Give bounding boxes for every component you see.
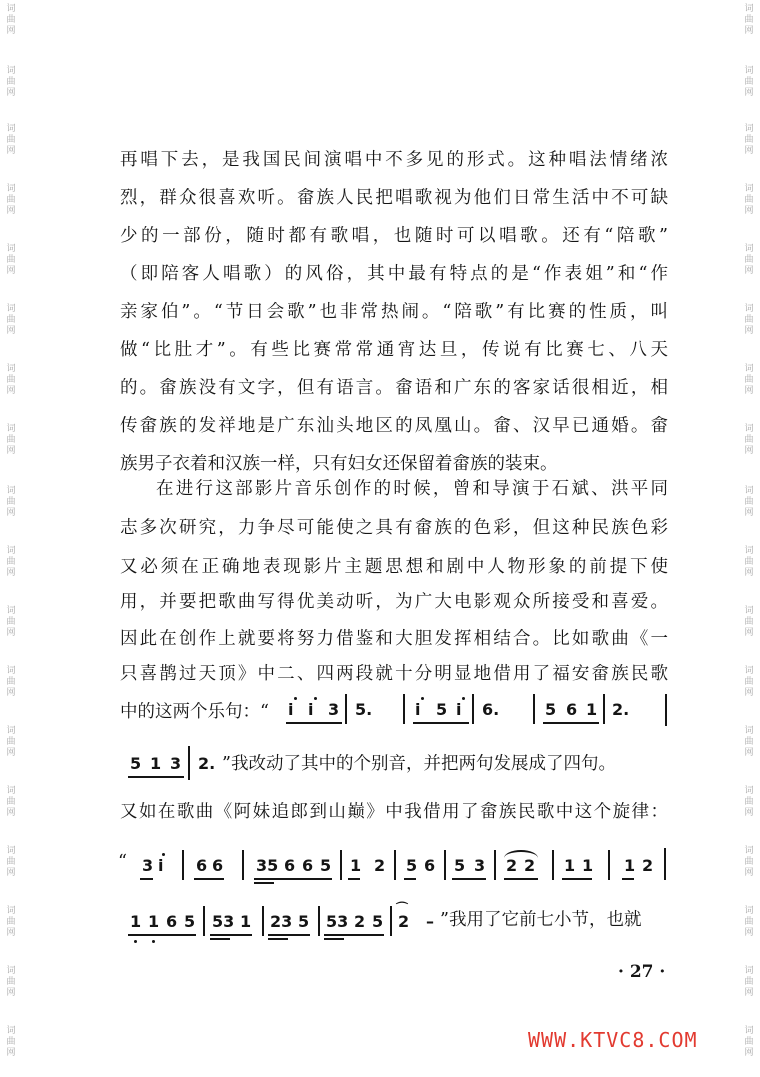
note: 6 — [566, 700, 578, 719]
text-line: 亲家伯”。“节日会歌”也非常热闹。“陪歌”有比赛的性质，叫 — [120, 302, 668, 322]
text-line: 族男子衣着和汉族一样，只有妇女还保留着畲族的装束。 — [120, 454, 558, 474]
note: 1 — [582, 856, 594, 875]
note: 5 — [545, 700, 557, 719]
octave-dot — [162, 853, 165, 856]
watermark-char: 曲 — [744, 1037, 754, 1047]
site-url: WWW.KTVC8.COM — [528, 1028, 698, 1052]
note: 53 — [326, 912, 349, 931]
underline — [254, 878, 332, 880]
note: 5 — [372, 912, 384, 931]
underline — [562, 878, 592, 880]
barline — [188, 746, 190, 780]
watermark-char: 词 — [744, 786, 754, 796]
underline — [324, 938, 344, 940]
melody-row-1 — [0, 852, 760, 908]
note: 1 — [240, 912, 252, 931]
note: 6 — [284, 856, 296, 875]
watermark-char: 曲 — [6, 677, 16, 687]
watermark-char: 网 — [6, 748, 16, 758]
watermark-char: 曲 — [6, 557, 16, 567]
watermark-char: 词 — [6, 666, 16, 676]
watermark-glyphs — [738, 666, 760, 699]
watermark-char: 词 — [744, 1026, 754, 1036]
barline — [242, 850, 244, 880]
watermark-glyphs — [0, 364, 22, 397]
note: 3 — [170, 754, 182, 773]
watermark-char: 网 — [744, 326, 754, 336]
watermark-glyphs — [0, 666, 22, 699]
note: 53 — [212, 912, 235, 931]
text-line: 少的一部份，随时都有歌唱，也随时可以唱歌。还有“陪歌” — [120, 226, 668, 246]
watermark-char: 网 — [6, 1048, 16, 1058]
underline — [254, 882, 274, 884]
note: 2 — [524, 856, 536, 875]
watermark-glyphs — [0, 66, 22, 99]
watermark-char: 曲 — [6, 77, 16, 87]
watermark-char: 网 — [744, 446, 754, 456]
watermark-char: 曲 — [744, 15, 754, 25]
notation-row-1 — [0, 700, 760, 752]
watermark-char: 曲 — [744, 737, 754, 747]
text-line: 做“比肚才”。有些比赛常常通宵达旦，传说有比赛七、八天 — [120, 340, 668, 360]
watermark-char: 曲 — [6, 315, 16, 325]
underline — [140, 878, 153, 880]
watermark-char: 词 — [6, 424, 16, 434]
watermark-glyphs — [0, 966, 22, 999]
barline — [394, 850, 396, 880]
watermark-glyphs — [738, 1026, 760, 1059]
watermark-char: 词 — [6, 304, 16, 314]
note: 1 — [148, 912, 160, 931]
watermark-char: 词 — [744, 666, 754, 676]
watermark-char: 词 — [744, 846, 754, 856]
barline — [533, 694, 535, 724]
watermark-char: 网 — [744, 628, 754, 638]
watermark-char: 曲 — [6, 857, 16, 867]
note: 5. — [355, 700, 373, 719]
watermark-char: 曲 — [6, 917, 16, 927]
page-number: · 27 · — [618, 962, 666, 982]
watermark-char: 网 — [6, 688, 16, 698]
watermark-char: 网 — [744, 146, 754, 156]
watermark-char: 曲 — [744, 557, 754, 567]
watermark-char: 网 — [744, 988, 754, 998]
watermark-char: 词 — [6, 846, 16, 856]
watermark-char: 网 — [744, 808, 754, 818]
watermark-char: 网 — [6, 628, 16, 638]
watermark-char: 曲 — [6, 195, 16, 205]
barline — [444, 850, 446, 880]
text-line: 因此在创作上就要将努力借鉴和大胆发挥相结合。比如歌曲《一 — [120, 629, 668, 649]
tie — [504, 850, 538, 858]
watermark-glyphs — [738, 486, 760, 519]
watermark-char: 曲 — [744, 917, 754, 927]
note: 3 — [142, 856, 154, 875]
watermark-char: 词 — [6, 546, 16, 556]
note: 2 — [398, 912, 410, 931]
watermark-char: 网 — [6, 446, 16, 456]
watermark-char: 词 — [744, 66, 754, 76]
underline — [324, 934, 384, 936]
watermark-char: 词 — [744, 304, 754, 314]
watermark-char: 词 — [744, 184, 754, 194]
watermark-char: 词 — [744, 906, 754, 916]
text-line: 又必须在正确地表现影片主题思想和剧中人物形象的前提下使 — [120, 557, 668, 577]
watermark-char: 词 — [6, 4, 16, 14]
barline — [608, 850, 610, 880]
octave-dot — [421, 697, 424, 700]
watermark-char: 网 — [6, 568, 16, 578]
note: 5 — [298, 912, 310, 931]
underline — [622, 878, 634, 880]
watermark-char: 词 — [6, 966, 16, 976]
watermark-glyphs — [0, 184, 22, 217]
note: 5 — [436, 700, 448, 719]
note: 6 — [212, 856, 224, 875]
watermark-glyphs — [738, 424, 760, 457]
underline — [452, 878, 486, 880]
text-line: 在进行这部影片音乐创作的时候，曾和导演于石斌、洪平同 — [156, 479, 668, 499]
underline — [194, 878, 224, 880]
watermark-char: 词 — [6, 906, 16, 916]
watermark-glyphs — [738, 124, 760, 157]
note: 6 — [166, 912, 178, 931]
watermark-char: 词 — [6, 726, 16, 736]
watermark-char: 网 — [6, 26, 16, 36]
note: 2. — [612, 700, 630, 719]
note: 2 — [374, 856, 386, 875]
watermark-char: 网 — [744, 206, 754, 216]
barline — [494, 850, 496, 880]
underline — [128, 776, 184, 778]
watermark-glyphs — [738, 184, 760, 217]
watermark-glyphs — [738, 304, 760, 337]
note: 1 — [130, 912, 142, 931]
watermark-char: 词 — [6, 1026, 16, 1036]
note: 5 — [184, 912, 196, 931]
watermark-char: 网 — [744, 928, 754, 938]
watermark-char: 词 — [6, 364, 16, 374]
watermark-char: 曲 — [6, 497, 16, 507]
watermark-char: 曲 — [744, 677, 754, 687]
barline — [664, 848, 666, 880]
note: 5 — [320, 856, 332, 875]
watermark-char: 词 — [744, 486, 754, 496]
barline — [203, 906, 205, 936]
watermark-char: 曲 — [744, 617, 754, 627]
watermark-char: 网 — [744, 88, 754, 98]
octave-dot-low — [134, 940, 137, 943]
watermark-char: 网 — [6, 326, 16, 336]
watermark-char: 词 — [744, 124, 754, 134]
note: i — [288, 700, 294, 719]
note: 1 — [350, 856, 362, 875]
note: 5 — [406, 856, 418, 875]
watermark-char: 曲 — [6, 375, 16, 385]
text-line: 用，并要把歌曲写得优美动听，为广大电影观众所接受和喜爱。 — [120, 592, 668, 612]
watermark-char: 网 — [744, 748, 754, 758]
note: 3 — [328, 700, 340, 719]
note: 6. — [482, 700, 500, 719]
watermark-char: 网 — [6, 266, 16, 276]
watermark-char: 曲 — [6, 435, 16, 445]
watermark-char: 曲 — [744, 315, 754, 325]
watermark-char: 曲 — [744, 195, 754, 205]
watermark-char: 曲 — [744, 497, 754, 507]
note: i — [308, 700, 314, 719]
underline — [210, 938, 230, 940]
watermark-char: 网 — [6, 386, 16, 396]
note: 5 — [454, 856, 466, 875]
watermark-char: 网 — [6, 868, 16, 878]
watermark-char: 曲 — [6, 797, 16, 807]
open-quote: “ — [118, 852, 127, 872]
watermark-char: 网 — [744, 386, 754, 396]
watermark-glyphs — [738, 546, 760, 579]
text-line: 传畲族的发祥地是广东汕头地区的凤凰山。畲、汉早已通婚。畲 — [120, 416, 668, 436]
watermark-char: 曲 — [744, 135, 754, 145]
watermark-char: 网 — [6, 508, 16, 518]
watermark-char: 词 — [744, 726, 754, 736]
melody-row-2 — [0, 901, 760, 964]
barline — [552, 850, 554, 880]
underline — [543, 722, 599, 724]
octave-dot — [294, 697, 297, 700]
underline — [286, 722, 342, 724]
barline — [340, 850, 342, 880]
watermark-char: 曲 — [6, 1037, 16, 1047]
watermark-glyphs — [738, 606, 760, 639]
barline — [472, 694, 474, 724]
watermark-char: 网 — [744, 508, 754, 518]
barline — [318, 906, 320, 936]
octave-dot — [462, 697, 465, 700]
barline — [403, 694, 405, 724]
watermark-glyphs — [738, 66, 760, 99]
watermark-glyphs — [0, 4, 22, 37]
note: 1 — [586, 700, 598, 719]
note: 2 — [354, 912, 366, 931]
watermark-char: 词 — [744, 966, 754, 976]
text-line: 又如在歌曲《阿妹追郎到山巅》中我借用了畲族民歌中这个旋律： — [120, 802, 668, 822]
barline — [390, 906, 392, 936]
watermark-char: 曲 — [744, 977, 754, 987]
text-tail: ”我用了它前七小节，也就 — [440, 910, 642, 930]
note: 2 — [506, 856, 518, 875]
watermark-char: 词 — [6, 606, 16, 616]
note: 6 — [424, 856, 436, 875]
watermark-char: 曲 — [744, 797, 754, 807]
underline — [404, 878, 416, 880]
watermark-char: 词 — [744, 424, 754, 434]
watermark-char: 词 — [744, 546, 754, 556]
note: i — [415, 700, 421, 719]
underline — [348, 878, 360, 880]
watermark-glyphs — [0, 244, 22, 277]
underline — [504, 878, 538, 880]
text-line: 的。畲族没有文字，但有语言。畲语和广东的客家话很相近，相 — [120, 378, 668, 398]
watermark-glyphs — [0, 546, 22, 579]
watermark-char: 词 — [6, 124, 16, 134]
note: 3 — [474, 856, 486, 875]
watermark-char: 曲 — [744, 255, 754, 265]
watermark-char: 网 — [744, 568, 754, 578]
watermark-char: 词 — [6, 486, 16, 496]
watermark-char: 网 — [6, 988, 16, 998]
watermark-char: 网 — [6, 146, 16, 156]
barline — [182, 850, 184, 880]
watermark-glyphs — [0, 606, 22, 639]
watermark-glyphs — [0, 124, 22, 157]
watermark-char: 曲 — [744, 857, 754, 867]
underline — [268, 938, 288, 940]
watermark-char: 曲 — [744, 77, 754, 87]
watermark-char: 网 — [744, 26, 754, 36]
text-line: 烈，群众很喜欢听。畲族人民把唱歌视为他们日常生活中不可缺 — [120, 188, 668, 208]
watermark-char: 词 — [6, 66, 16, 76]
note: 1 — [150, 754, 162, 773]
watermark-char: 词 — [6, 786, 16, 796]
note: 2. — [198, 754, 216, 773]
watermark-char: 网 — [744, 266, 754, 276]
text-line: 志多次研究，力争尽可能使之具有畲族的色彩，但这种民族色彩 — [120, 518, 668, 538]
watermark-glyphs — [738, 4, 760, 37]
dash: – — [426, 912, 434, 931]
note: i — [158, 856, 164, 875]
watermark-char: 曲 — [744, 435, 754, 445]
watermark-glyphs — [0, 304, 22, 337]
note: 6 — [302, 856, 314, 875]
octave-dot-low — [152, 940, 155, 943]
underline — [413, 722, 469, 724]
watermark-char: 网 — [6, 88, 16, 98]
underline — [268, 934, 310, 936]
watermark-char: 曲 — [6, 737, 16, 747]
watermark-char: 网 — [6, 928, 16, 938]
note: 2 — [642, 856, 654, 875]
watermark-char: 网 — [6, 206, 16, 216]
octave-dot — [314, 697, 317, 700]
watermark-char: 词 — [6, 184, 16, 194]
barline — [665, 694, 667, 726]
watermark-glyphs — [738, 966, 760, 999]
watermark-char: 网 — [6, 808, 16, 818]
note: 23 — [270, 912, 293, 931]
watermark-glyphs — [738, 364, 760, 397]
watermark-char: 词 — [6, 244, 16, 254]
watermark-char: 曲 — [744, 375, 754, 385]
watermark-char: 词 — [744, 364, 754, 374]
note: 6 — [196, 856, 208, 875]
watermark-char: 网 — [744, 868, 754, 878]
watermark-glyphs — [0, 424, 22, 457]
text-tail: ”我改动了其中的个别音，并把两句发展成了四句。 — [222, 754, 616, 774]
watermark-char: 曲 — [6, 15, 16, 25]
watermark-char: 曲 — [6, 135, 16, 145]
watermark-char: 曲 — [6, 255, 16, 265]
underline — [210, 934, 252, 936]
watermark-char: 网 — [744, 688, 754, 698]
barline — [262, 906, 264, 936]
watermark-char: 词 — [744, 4, 754, 14]
text-line: 再唱下去，是我国民间演唱中不多见的形式。这种唱法情绪浓 — [120, 150, 668, 170]
text-line: 只喜鹊过天顶》中二、四两段就十分明显地借用了福安畲族民歌 — [120, 664, 668, 684]
underline — [128, 934, 196, 936]
note: i — [456, 700, 462, 719]
watermark-char: 曲 — [6, 617, 16, 627]
watermark-char: 词 — [744, 244, 754, 254]
note: 5 — [130, 754, 142, 773]
watermark-char: 曲 — [6, 977, 16, 987]
text-line: （即陪客人唱歌）的风俗，其中最有特点的是“作表姐”和“作 — [120, 264, 668, 284]
barline — [345, 694, 347, 724]
watermark-glyphs — [738, 244, 760, 277]
watermark-char: 词 — [744, 606, 754, 616]
watermark-glyphs — [0, 1026, 22, 1059]
text-lead: 中的这两个乐句：“ — [120, 702, 269, 722]
note: 1 — [624, 856, 636, 875]
note: 35 — [256, 856, 279, 875]
note: 1 — [564, 856, 576, 875]
watermark-char: 网 — [744, 1048, 754, 1058]
watermark-glyphs — [0, 486, 22, 519]
fermata: ⌒ — [396, 901, 409, 915]
barline — [603, 694, 605, 724]
